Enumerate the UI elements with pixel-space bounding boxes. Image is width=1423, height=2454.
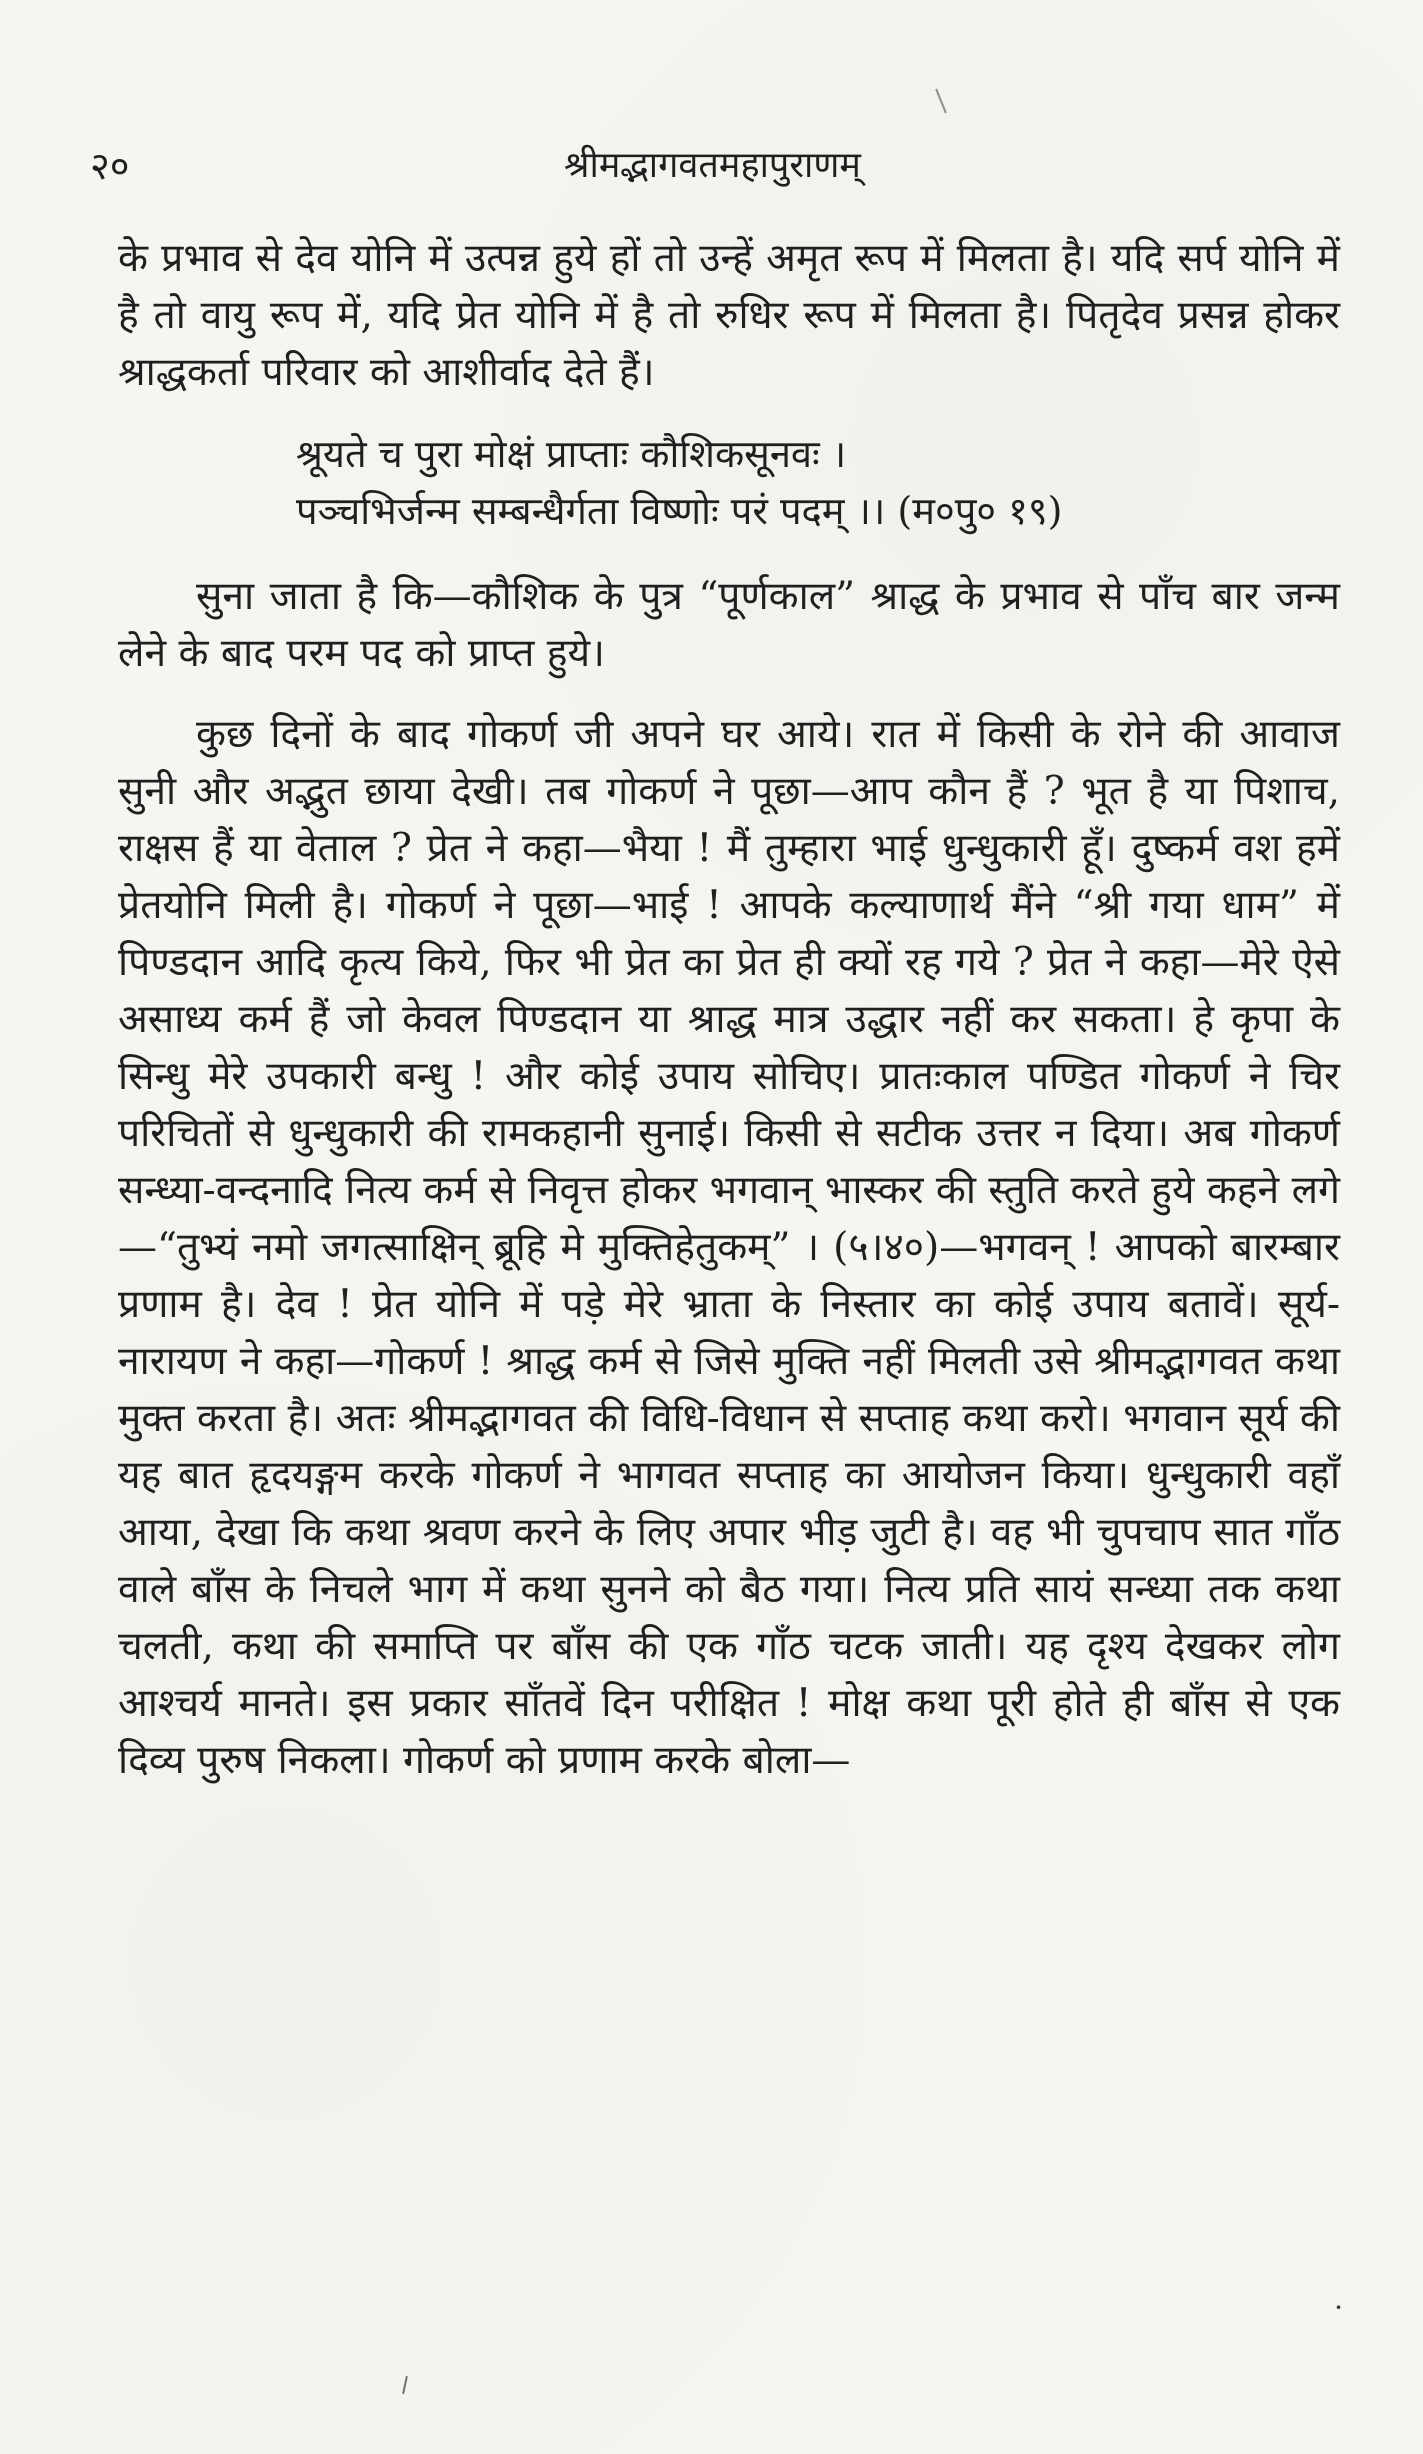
page-number: २०: [90, 144, 130, 188]
verse-line-1: श्रूयते च पुरा मोक्षं प्राप्ताः कौशिकसूनवः ।: [296, 432, 847, 476]
spacer: [118, 682, 1340, 706]
paragraph-1: के प्रभाव से देव योनि में उत्पन्न हुये हों तो उन्हें अमृत रूप में मिलता है। यदि सर्प योनि में है तो वायु रूप में, यदि प्रेत योनि में है तो रुधिर रूप में मिलता है। पितृदेव प्रसन्न होकर श्राद्धकर्ता परिवार को आशीर्वाद देते हैं।: [118, 236, 1340, 395]
line-end-mark: ·: [1334, 2291, 1343, 2324]
main-text: [118, 230, 1340, 1789]
sanskrit-verse: [296, 426, 1340, 540]
verse-line-2: पञ्चभिर्जन्म सम्बन्धैर्गता विष्णोः परं पदम् ।। (म०पु० १९): [296, 489, 1063, 533]
paragraph-3: कुछ दिनों के बाद गोकर्ण जी अपने घर आये। रात में किसी के रोने की आवाज सुनी और अद्भुत छाया देखी। तब गोकर्ण ने पूछा—आप कौन हैं ? भूत है या पिशाच, राक्षस हैं या वेताल ? प्रेत ने कहा—भैया ! मैं तुम्हारा भाई धुन्धुकारी हूँ। दुष्कर्म वश हमें प्रेतयोनि मिली है। गोकर्ण ने पूछा—भाई ! आपके कल्याणार्थ मैंने “श्री गया धाम” में पिण्डदान आदि कृत्य किये, फिर भी प्रेत का प्रेत ही क्यों रह गये ? प्रेत ने कहा—मेरे ऐसे असाध्य कर्म हैं जो केवल पिण्डदान या श्राद्ध मात्र उद्धार नहीं कर सकता। हे कृपा के सिन्धु मेरे उपकारी बन्धु ! और कोई उपाय सोचिए। प्रातःकाल पण्डित गोकर्ण ने चिर परिचितों से धुन्धुकारी की रामकहानी सुनाई। किसी से सटीक उत्तर न दिया। अब गोकर्ण सन्ध्या-वन्दनादि नित्य कर्म से निवृत्त होकर भगवान् भास्कर की स्तुति करते हुये कहने लगे—“तुभ्यं नमो जगत्साक्षिन् ब्रूहि मे मुक्तिहेतुकम्” । (५।४०)—भगवन् ! आपको बारम्बार प्रणाम है। देव ! प्रेत योनि में पड़े मेरे भ्राता के निस्तार का कोई उपाय बतावें। सूर्य-नारायण ने कहा—गोकर्ण ! श्राद्ध कर्म से जिसे मुक्ति नहीं मिलती उसे श्रीमद्भागवत कथा मुक्त करता है। अतः श्रीमद्भागवत की विधि-विधान से सप्ताह कथा करो। भगवान सूर्य की यह बात हृदयङ्गम करके गोकर्ण ने भागवत सप्ताह का आयोजन किया। धुन्धुकारी वहाँ आया, देखा कि कथा श्रवण करने के लिए अपार भीड़ जुटी है। वह भी चुपचाप सात गाँठ वाले बाँस के निचले भाग में कथा सुनने को बैठ गया। नित्य प्रति सायं सन्ध्या तक कथा चलती, कथा की समाप्ति पर बाँस की एक गाँठ चटक जाती। यह दृश्य देखकर लोग आश्चर्य मानते। इस प्रकार साँतवें दिन परीक्षित ! मोक्ष कथा पूरी होते ही बाँस से एक दिव्य पुरुष निकला। गोकर्ण को प्रणाम करके बोला—: [118, 712, 1340, 1783]
spacer: [118, 540, 1340, 568]
paper-mark: [935, 89, 947, 114]
page-header: [90, 140, 1335, 192]
paper-mark: [402, 2376, 408, 2394]
running-title: श्रीमद्भागवतमहापुराणम्: [564, 145, 861, 186]
paragraph-2: सुना जाता है कि—कौशिक के पुत्र “पूर्णकाल” श्राद्ध के प्रभाव से पाँच बार जन्म लेने के बाद परम पद को प्राप्त हुये।: [118, 574, 1340, 676]
